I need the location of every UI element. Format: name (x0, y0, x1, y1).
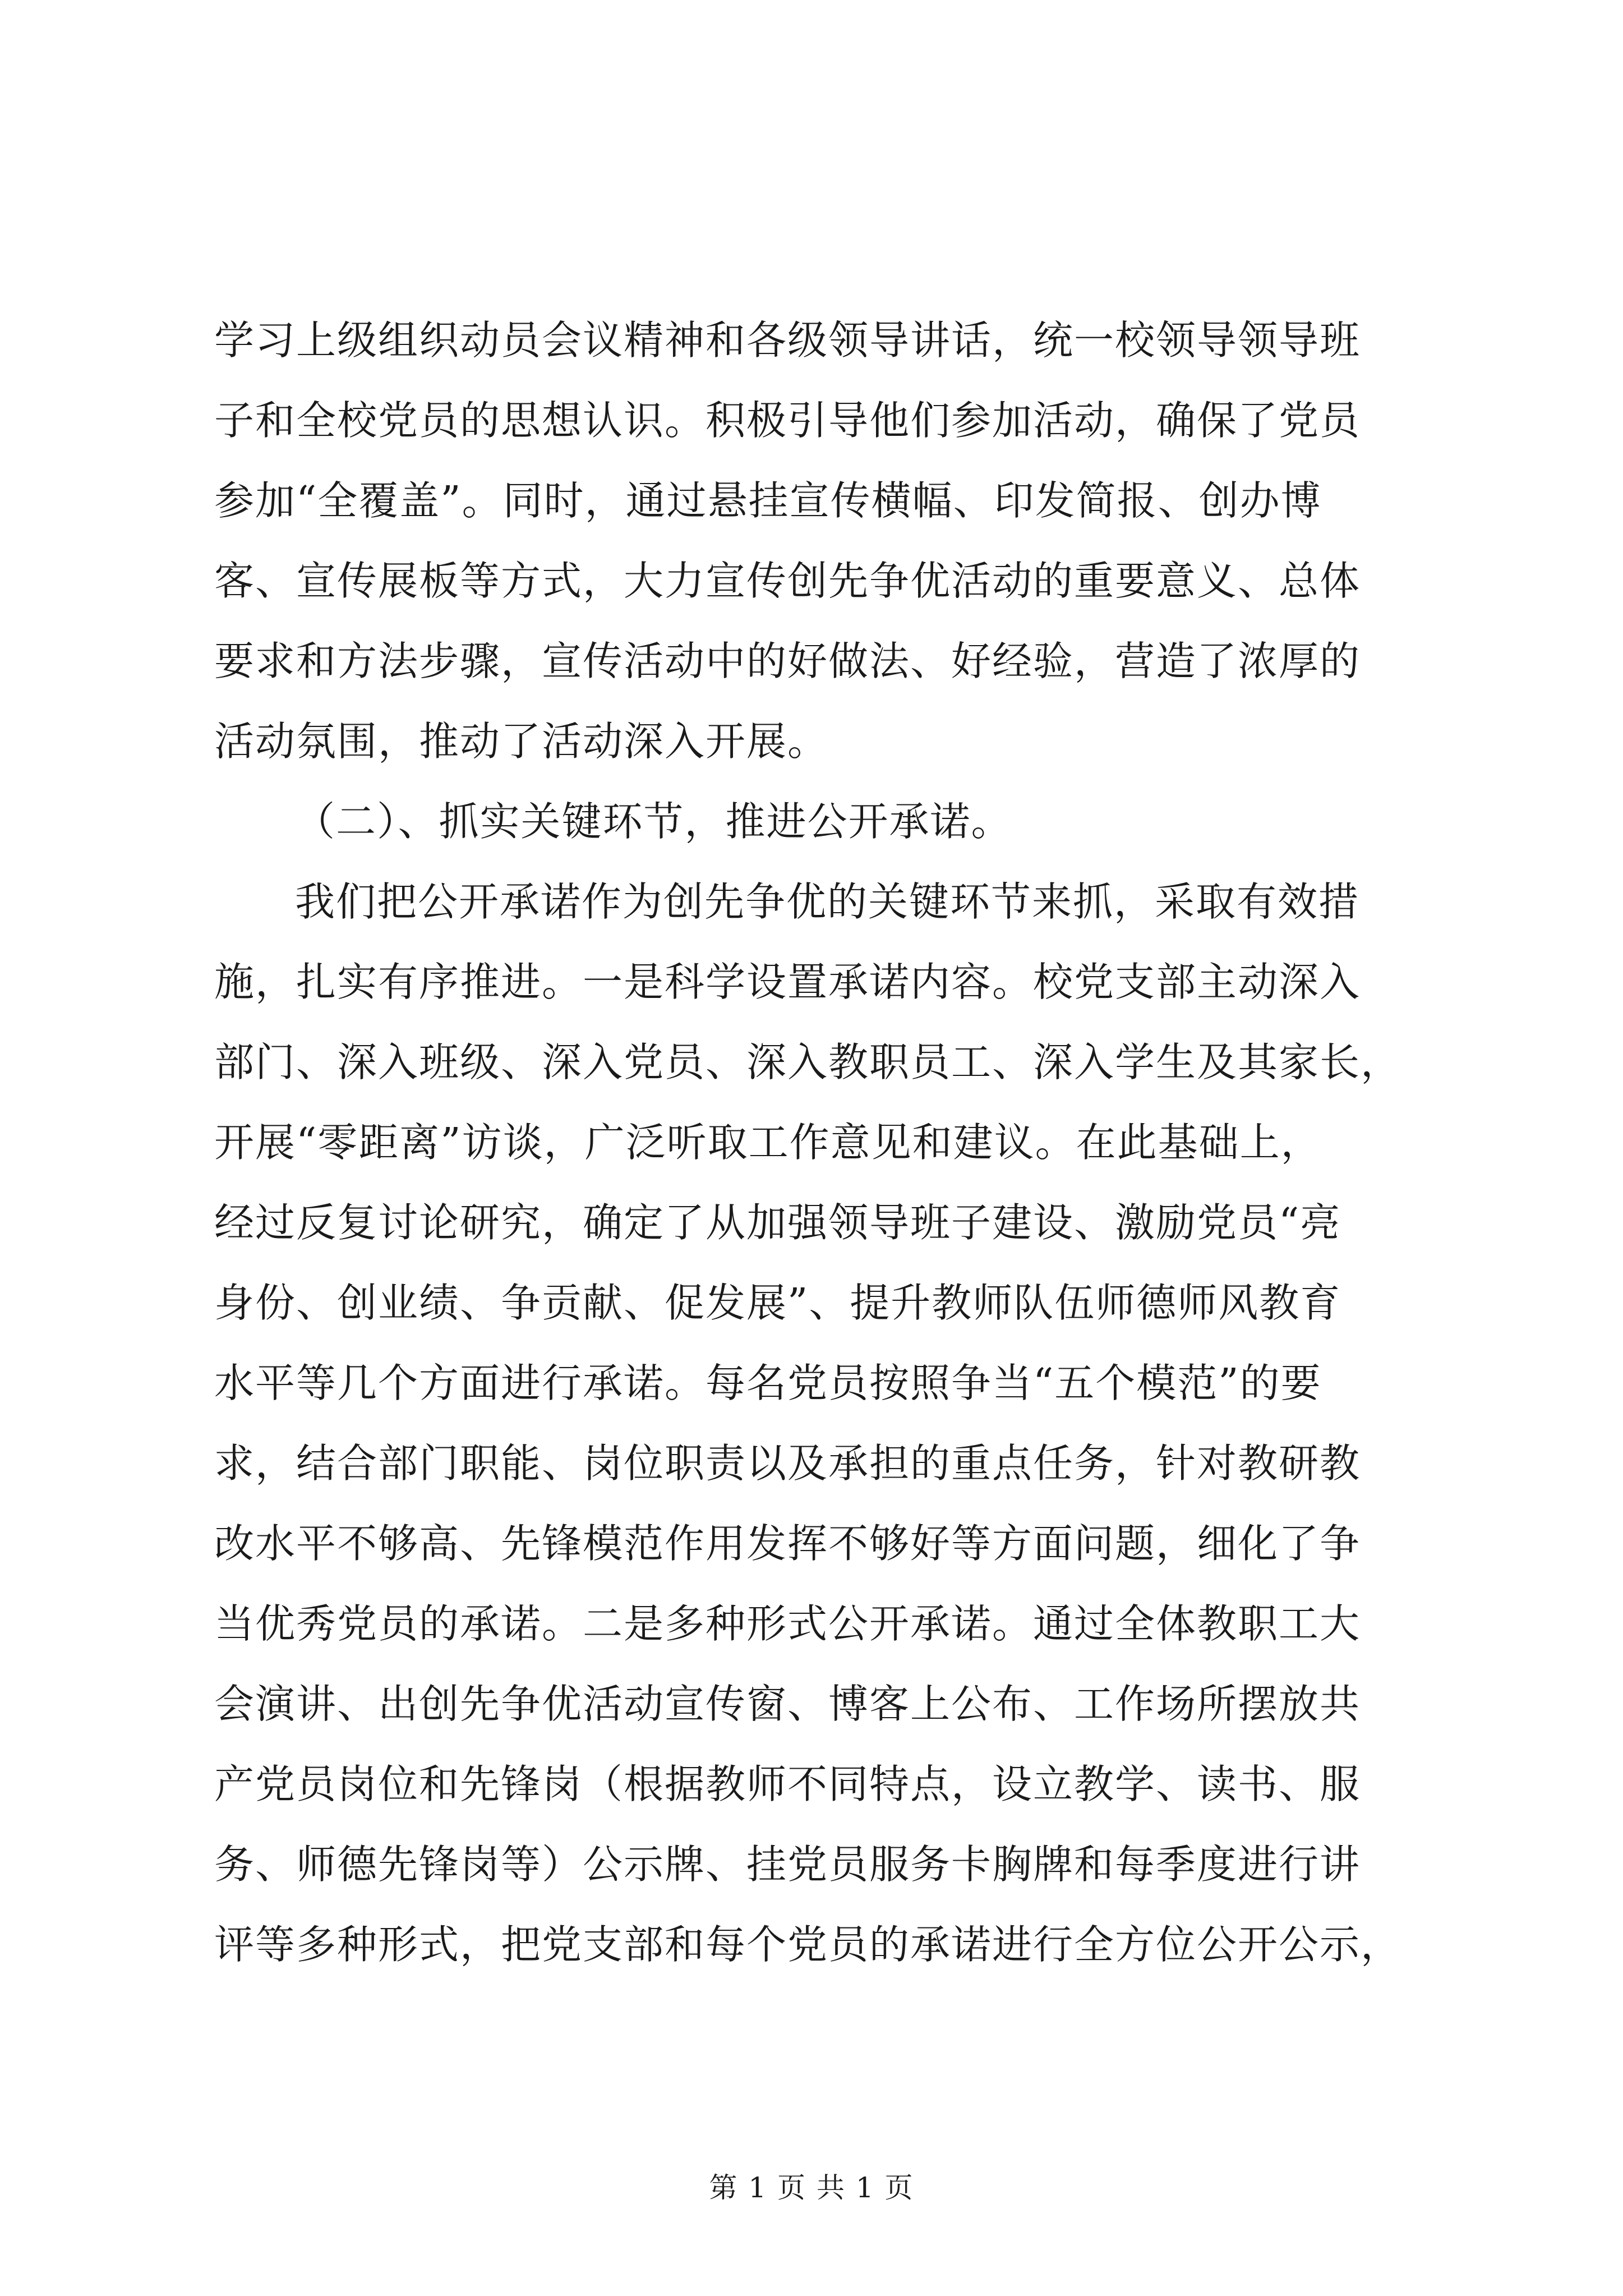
text-line: 改水平不够高、先锋模范作用发挥不够好等方面问题，细化了争 (214, 1520, 1361, 1567)
text-line: 参加“全覆盖”。同时，通过悬挂宣传横幅、印发简报、创办博 (214, 477, 1322, 524)
text-line: 身份、创业绩、争贡献、促发展”、提升教师队伍师德师风教育 (214, 1280, 1341, 1326)
text-line: 经过反复讨论研究，确定了从加强领导班子建设、激励党员“亮 (214, 1199, 1341, 1246)
text-line: 要求和方法步骤，宣传活动中的好做法、好经验，营造了浓厚的 (214, 638, 1361, 684)
text-line: 子和全校党员的思想认识。积极引导他们参加活动，确保了党员 (214, 397, 1361, 444)
text-line: 当优秀党员的承诺。二是多种形式公开承诺。通过全体教职工大 (214, 1600, 1361, 1647)
text-line: 会演讲、出创先争优活动宣传窗、博客上公布、工作场所摆放共 (214, 1681, 1361, 1727)
text-line: 求，结合部门职能、岗位职责以及承担的重点任务，针对教研教 (214, 1440, 1361, 1487)
text-line: 水平等几个方面进行承诺。每名党员按照争当“五个模范”的要 (214, 1360, 1322, 1406)
page-footer (0, 2168, 1623, 2207)
text-line: 部门、深入班级、深入党员、深入教职员工、深入学生及其家长， (214, 1039, 1402, 1085)
text-line: 产党员岗位和先锋岗（根据教师不同特点，设立教学、读书、服 (214, 1761, 1361, 1807)
page-number: 第 1 页 共 1 页 (709, 2171, 914, 2204)
text-line: 评等多种形式，把党支部和每个党员的承诺进行全方位公开公示， (214, 1921, 1402, 1968)
document-body (214, 300, 1420, 1985)
text-line: 务、师德先锋岗等）公示牌、挂党员服务卡胸牌和每季度进行讲 (214, 1841, 1361, 1888)
text-line: 客、宣传展板等方式，大力宣传创先争优活动的重要意义、总体 (214, 558, 1361, 604)
text-line: 我们把公开承诺作为创先争优的关键环节来抓，采取有效措 (295, 878, 1360, 925)
text-line: 施，扎实有序推进。一是科学设置承诺内容。校党支部主动深入 (214, 959, 1361, 1005)
text-line: 开展“零距离”访谈，广泛听取工作意见和建议。在此基础上， (214, 1119, 1322, 1166)
text-line: 学习上级组织动员会议精神和各级领导讲话，统一校领导领导班 (214, 317, 1361, 364)
text-line: 活动氛围，推动了活动深入开展。 (214, 718, 829, 765)
section-heading: （二）、抓实关键环节，推进公开承诺。 (295, 798, 1012, 845)
